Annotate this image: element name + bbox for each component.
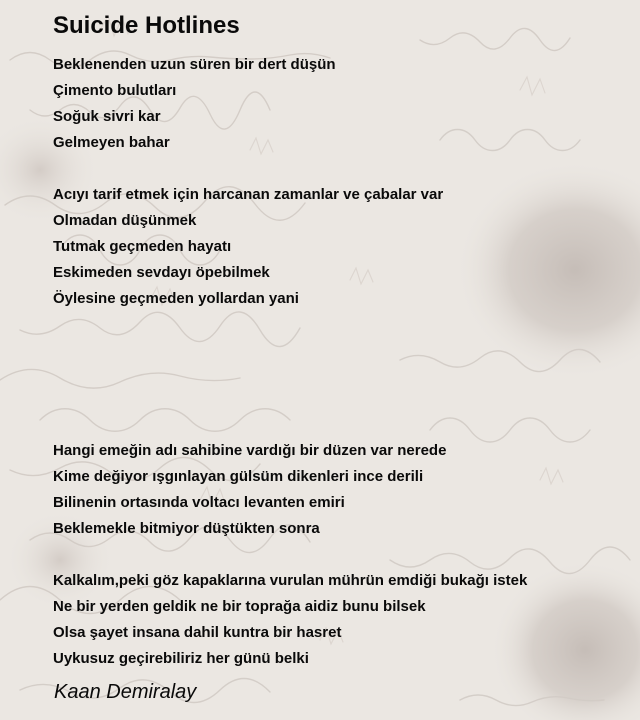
poem-line: Gelmeyen bahar — [53, 134, 170, 151]
poem-line: Eskimeden sevdayı öpebilmek — [53, 264, 270, 281]
poem-author: Kaan Demiralay — [54, 681, 197, 703]
poem-line: Öylesine geçmeden yollardan yani — [53, 290, 299, 307]
poem-title: Suicide Hotlines — [53, 12, 240, 39]
poem-line: Soğuk sivri kar — [53, 108, 161, 125]
poem-line: Kalkalım,peki göz kapaklarına vurulan mührün emdiği bukağı istek — [53, 572, 528, 589]
stanza-3 — [53, 438, 446, 542]
poem-line: Çimento bulutları — [53, 82, 177, 99]
poem-line: Acıyı tarif etmek için harcanan zamanlar ve çabalar var — [53, 186, 444, 203]
stanza-4 — [53, 568, 527, 672]
poem-line: Hangi emeğin adı sahibine vardığı bir düzen var nerede — [53, 442, 447, 459]
stanza-1 — [53, 52, 336, 156]
stanza-2 — [53, 182, 443, 312]
poem-line: Bilinenin ortasında voltacı levanten emiri — [53, 494, 345, 511]
poem-line: Beklenenden uzun süren bir dert düşün — [53, 56, 336, 73]
poem-line: Olsa şayet insana dahil kuntra bir hasret — [53, 624, 342, 641]
poem-line: Olmadan düşünmek — [53, 212, 197, 229]
poem-line: Beklemekle bitmiyor düştükten sonra — [53, 520, 320, 537]
poem-line: Uykusuz geçirebiliriz her günü belki — [53, 650, 309, 667]
poem-line: Kime değiyor ışgınlayan gülsüm dikenleri ince derili — [53, 468, 424, 485]
poem-line: Tutmak geçmeden hayatı — [53, 238, 232, 255]
poem-line: Ne bir yerden geldik ne bir toprağa aidiz bunu bilsek — [53, 598, 426, 615]
